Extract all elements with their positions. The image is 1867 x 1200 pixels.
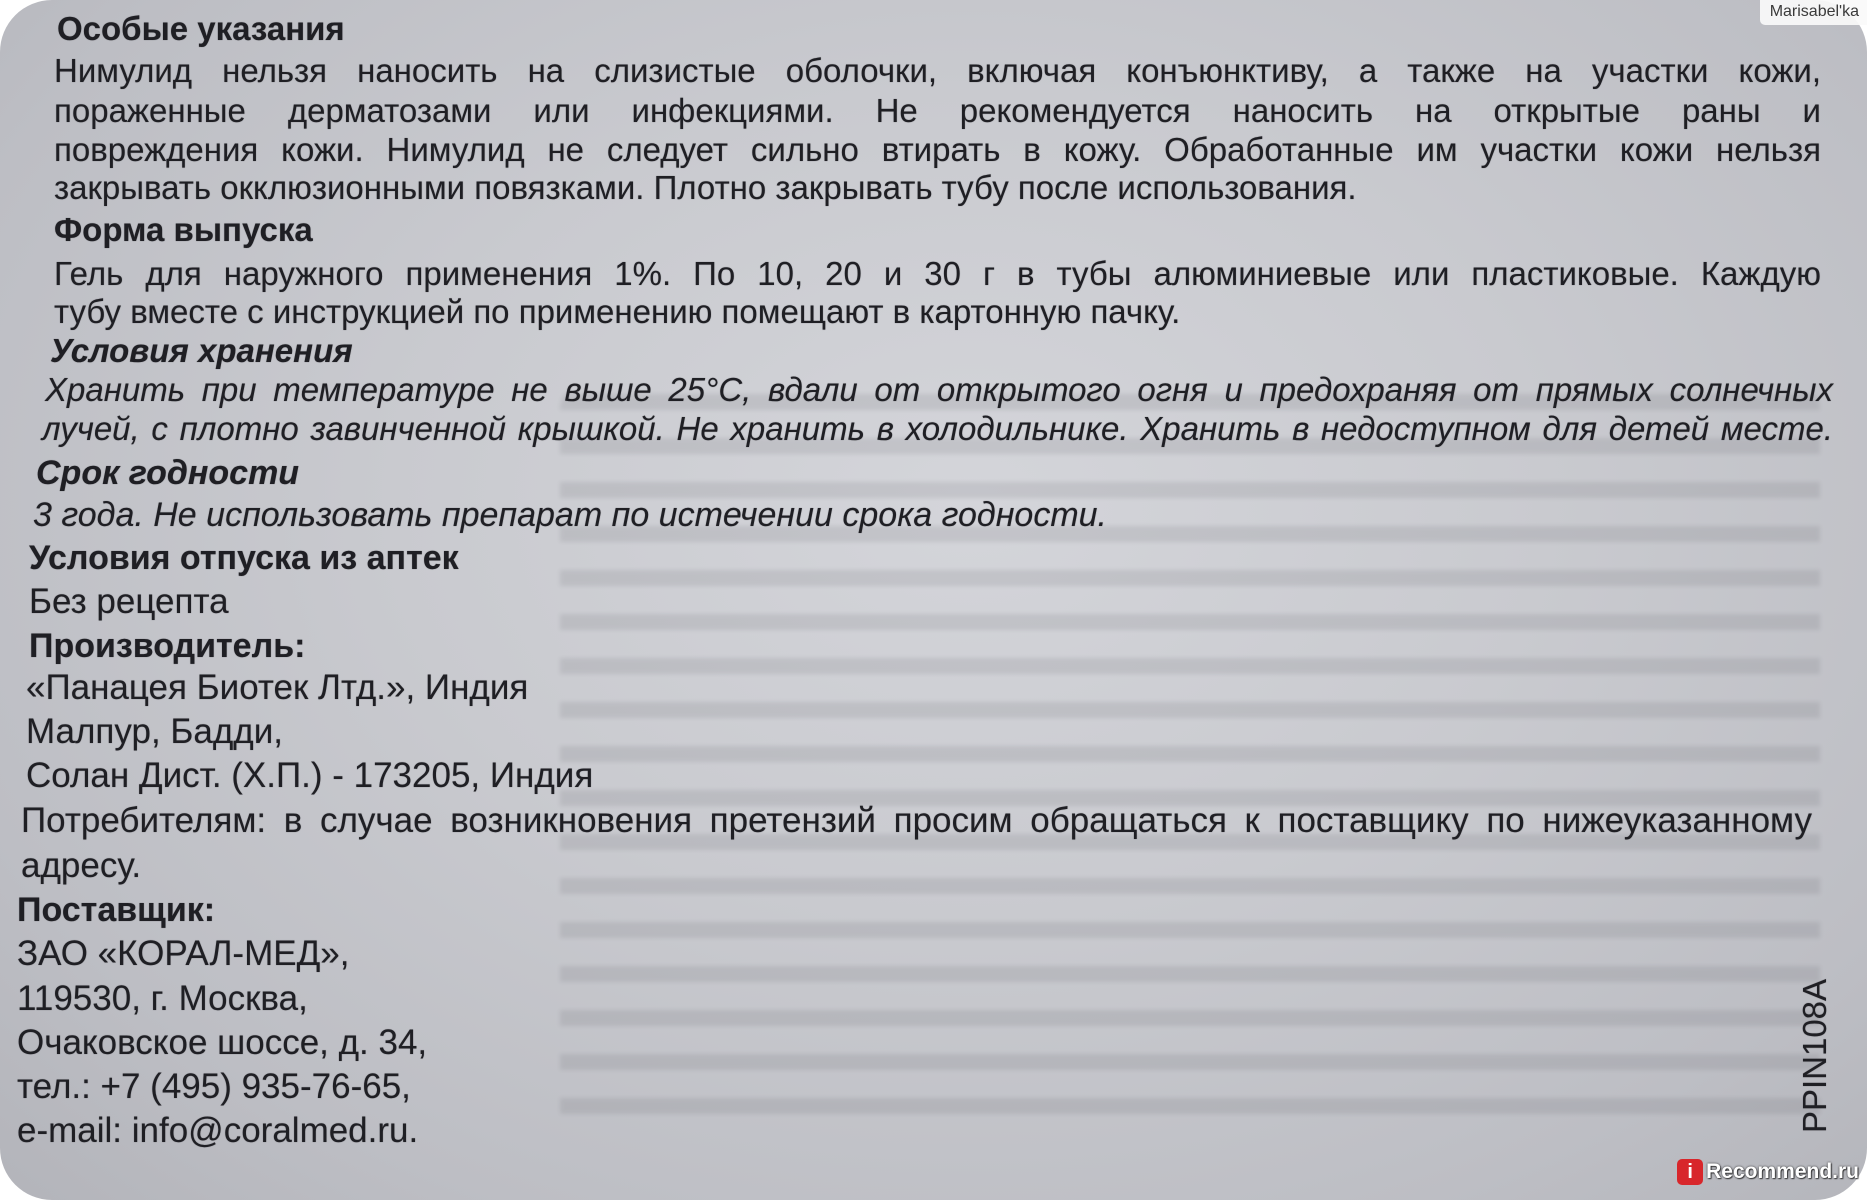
irecommend-logo — [1677, 1158, 1859, 1186]
heading-shelf-life: Срок годности — [36, 454, 300, 492]
supplier-line: ЗАО «КОРАЛ-МЕД», — [17, 934, 350, 973]
heading-dispensing: Условия отпуска из аптек — [29, 539, 459, 577]
consumer-notice-line: адресу. — [21, 846, 142, 885]
heading-manufacturer: Производитель: — [29, 627, 306, 665]
dispensing-text: Без рецепта — [29, 582, 229, 621]
manufacturer-line: Малпур, Бадди, — [26, 712, 283, 751]
storage-line: лучей, с плотно завинченной крышкой. Не хранить в холодильнике. Хранить в недоступном для детей месте. — [42, 410, 1833, 447]
irecommend-icon: i — [1677, 1159, 1703, 1185]
release-form-line: Гель для наружного применения 1%. По 10, 20 и 30 г в тубы алюминиевые или пластиковые. Каждую — [54, 255, 1821, 292]
heading-supplier: Поставщик: — [17, 891, 216, 929]
manufacturer-line: Солан Дист. (Х.П.) - 173205, Индия — [26, 756, 594, 795]
heading-special-instructions: Особые указания — [57, 10, 345, 47]
irecommend-text: Recommend.ru — [1706, 1160, 1859, 1183]
supplier-line: тел.: +7 (495) 935-76-65, — [17, 1067, 411, 1106]
release-form-line: тубу вместе с инструкцией по применению помещают в картонную пачку. — [54, 293, 1181, 330]
special-instructions-line: Нимулид нельзя наносить на слизистые оболочки, включая конъюнктиву, а также на участки кожи, — [54, 52, 1821, 89]
author-watermark: Marisabel'ka — [1760, 0, 1867, 25]
supplier-line: e-mail: info@coralmed.ru. — [17, 1111, 419, 1150]
heading-storage: Условия хранения — [50, 332, 353, 369]
shelf-life-text: 3 года. Не использовать препарат по истечении срока годности. — [33, 496, 1108, 534]
consumer-notice-line: Потребителям: в случае возникновения претензий просим обращаться к поставщику по нижеуказанному — [21, 801, 1812, 840]
supplier-line: 119530, г. Москва, — [17, 979, 308, 1018]
supplier-line: Очаковское шоссе, д. 34, — [17, 1023, 428, 1062]
manufacturer-line: «Панацея Биотек Лтд.», Индия — [26, 668, 529, 707]
print-code: PPIN108A — [1796, 978, 1833, 1134]
storage-line: Хранить при температуре не выше 25°С, вдали от открытого огня и предохраняя от прямых солнечных — [45, 371, 1833, 408]
heading-release-form: Форма выпуска — [54, 211, 313, 248]
special-instructions-line: пораженные дерматозами или инфекциями. Не рекомендуется наносить на открытые раны и — [54, 92, 1821, 129]
special-instructions-line: повреждения кожи. Нимулид не следует сильно втирать в кожу. Обработанные им участки кожи нельзя — [54, 131, 1821, 168]
special-instructions-line: закрывать окклюзионными повязками. Плотно закрывать тубу после использования. — [54, 169, 1357, 206]
backside-text-bleed — [560, 380, 1820, 1140]
